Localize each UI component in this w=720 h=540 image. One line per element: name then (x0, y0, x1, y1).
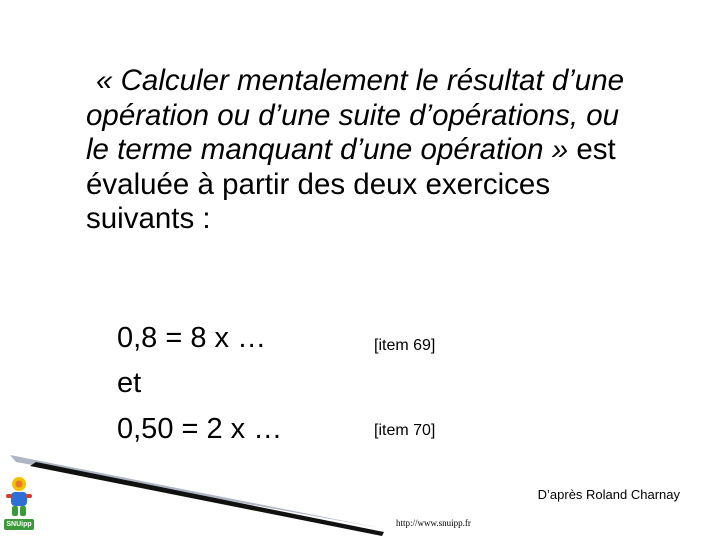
intro-italic-open: « Calculer mentalement le résultat d’une opération ou d’une suite d’opérations, ou le terme manquant d’une opération » (86, 64, 625, 166)
footer-url-link[interactable]: http://www.snuipp.fr (396, 518, 471, 528)
connector-text: et (117, 367, 142, 399)
swoosh-dark-line (30, 462, 384, 536)
exercise-1-item-label: [item 69] (374, 337, 436, 354)
credit-text: D’après Roland Charnay (537, 487, 680, 502)
exercise-2-item-label: [item 70] (374, 422, 436, 439)
exercise-2-expression: 0,50 = 2 x … (117, 413, 283, 445)
snuipp-logo-badge: SNUipp (4, 519, 34, 530)
swoosh-light-line (10, 455, 380, 528)
exercise-1-expression: 0,8 = 8 x … (117, 322, 267, 354)
intro-normal-text: est évaluée à partir des deux exercices suivants : (86, 133, 616, 235)
